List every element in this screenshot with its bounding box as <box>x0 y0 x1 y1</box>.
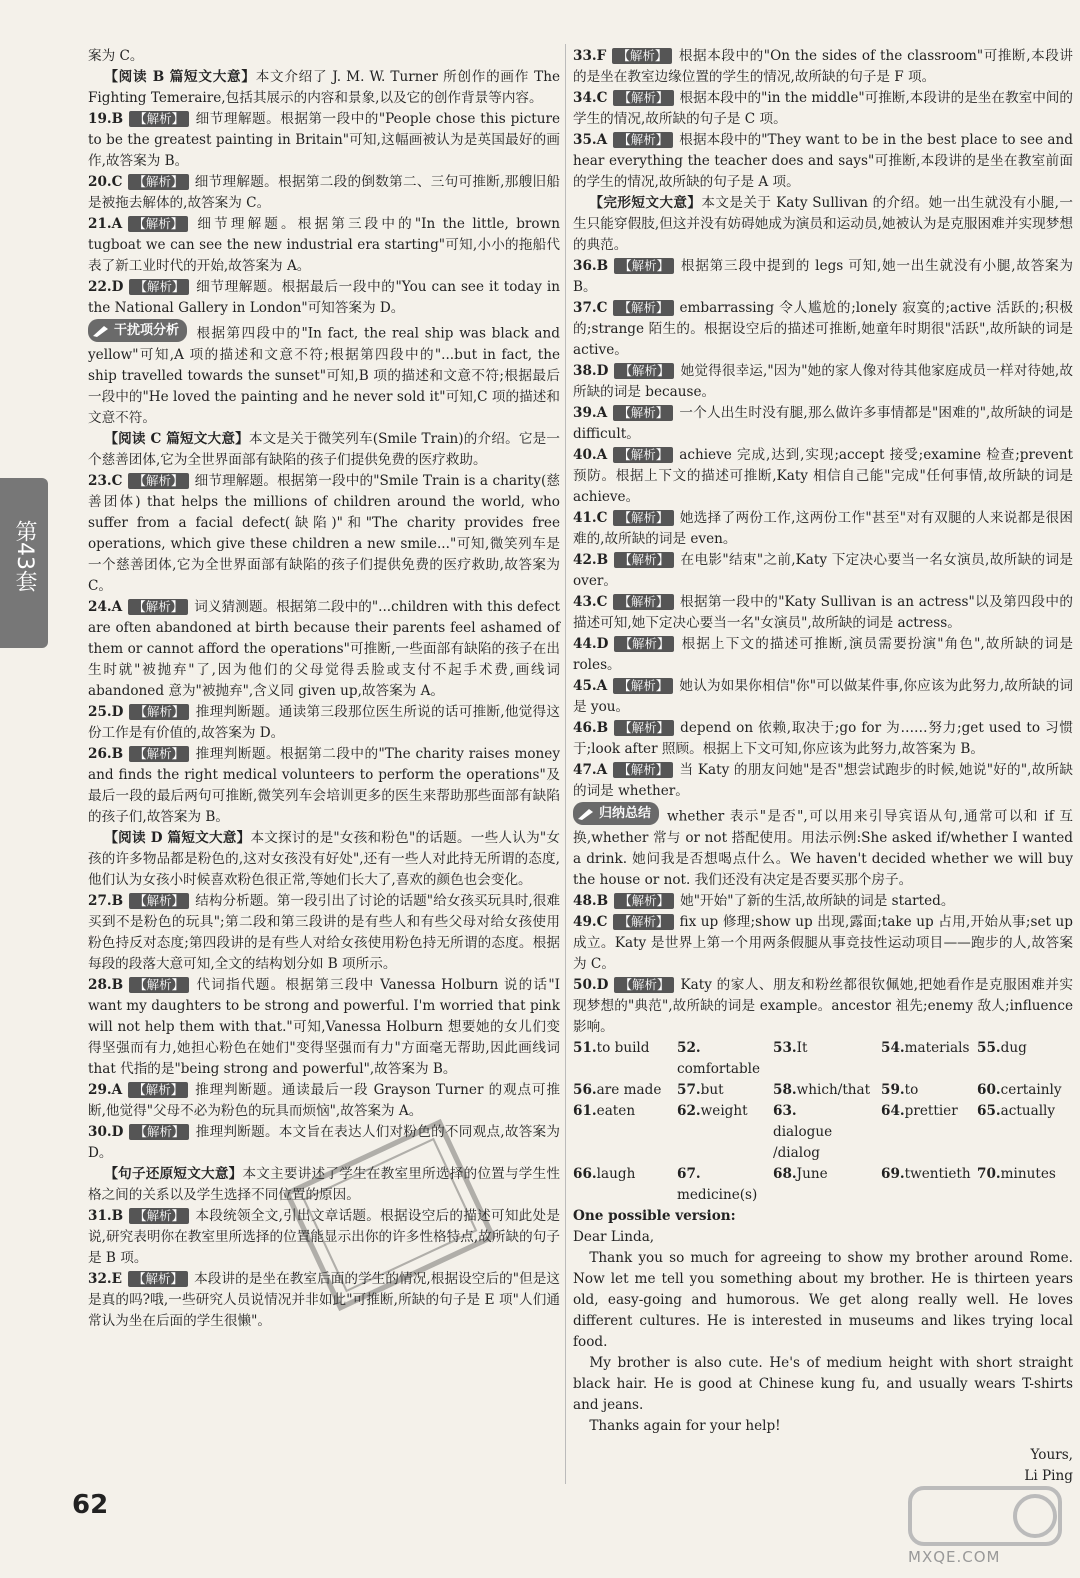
answer-letter: A <box>596 678 608 694</box>
question-number: 30. <box>88 1123 112 1140</box>
analysis-tag: 【解析】 <box>129 977 189 993</box>
analysis-text: 当 Katy 的朋友问她"是否"想尝试跑步的时候,她说"好的",故所缺的词是 whether。 <box>573 762 1073 799</box>
question-number: 69. <box>881 1165 905 1182</box>
answer-letter: C <box>111 472 123 489</box>
page-number: 62 <box>72 1490 109 1520</box>
analysis-text: fix up 修理;show up 出现,露面;take up 占用,开始从事;set up 成立。Katy 是世界上第一个用两条假腿从事竞技性运动项目——跑步的人,故答案为 C。 <box>573 913 1073 972</box>
essay-paragraph: Thanks again for your help! <box>589 1417 781 1434</box>
answer-item <box>573 508 1073 550</box>
fill-answer-row <box>573 1038 1073 1080</box>
analysis-tag: 【解析】 <box>613 132 673 148</box>
answer-letter: D <box>596 636 609 652</box>
analysis-text: 细节理解题。根据第一段中的"Smile Train is a charity(慈善团体) that helps the millions of children around the world, who suffer from a facial defect(缺陷)"和"The charity provides free operations, which give these children a new smile..."可知,微笑列车是一个慈善团体,它为全世界面部有缺陷的孩子们提供免费的医疗救助,故答案为 C。 <box>88 472 560 594</box>
answer-text: 案为 C。 <box>88 48 144 64</box>
answer-item <box>573 46 1073 88</box>
analysis-tag: 【解析】 <box>614 363 674 379</box>
question-number: 33. <box>573 48 597 64</box>
question-number: 56. <box>573 1081 597 1098</box>
answer-letter: B <box>596 892 609 909</box>
answer-item <box>88 975 560 1080</box>
analysis-tag: 【解析】 <box>614 720 674 736</box>
tip-text: 根据第四段中的"In fact, the real ship was black and yellow"可知,A 项的描述和文意不符;根据第四段中的"...but in fact, the ship travelled towards the sunset"可知,B 项的描述和文意不符;根据最后一段中的"He loved the painting and he never sold it"可知,C 项的描述和文意不符。 <box>88 325 560 426</box>
answer-item <box>573 445 1073 508</box>
analysis-tag: 【解析】 <box>129 1208 189 1224</box>
analysis-text: 推理判断题。本文旨在表达人们对粉色的不同观点,故答案为 D。 <box>88 1123 560 1161</box>
question-number: 43. <box>573 594 597 610</box>
analysis-text: 根据上下文的描述可推断,演员需要扮演"角色",故所缺的词是 roles。 <box>573 636 1073 673</box>
answer-item <box>88 109 560 172</box>
answer-letter: A <box>596 762 608 778</box>
tip-heading: 干扰项分析 <box>114 323 180 338</box>
essay-heading: One possible version: <box>573 1207 736 1224</box>
question-number: 63. <box>773 1102 797 1119</box>
summary-text: 本文探讨的是"女孩和粉色"的话题。一些人认为"女孩的许多物品都是粉色的,这对女孩没有好处",还有一些人对此持无所谓的态度,他们认为女孩小时候喜欢粉色很正常,等她们长大了,喜欢的颜色也会变化。 <box>88 829 560 888</box>
analysis-tag: 【解析】 <box>128 473 188 489</box>
question-number: 19. <box>88 111 112 127</box>
question-number: 27. <box>88 892 112 909</box>
question-number: 28. <box>88 976 112 993</box>
fill-answer-text: minutes <box>1000 1165 1056 1182</box>
fill-answer-text: laugh <box>596 1165 636 1182</box>
question-number: 54. <box>881 1039 905 1056</box>
question-number: 40. <box>573 447 597 463</box>
fill-answer <box>573 1164 677 1206</box>
fill-answer-text: actually <box>1000 1102 1056 1119</box>
question-number: 62. <box>677 1102 701 1119</box>
analysis-text: 结构分析题。第一段引出了讨论的话题"给女孩买玩具时,很难买到不是粉色的玩具";第二段和第三段讲的是有些人和有些父母对给女孩使用粉色持反对态度;第四段讲的是有些人对给女孩使用粉色持无所谓的态度。根据每段的段落大意可知,全文的结构划分如 B 项所示。 <box>88 892 560 972</box>
answer-letter: B <box>596 720 609 736</box>
fill-answer <box>573 1101 677 1164</box>
analysis-text: 在电影"结束"之前,Katy 下定决心要当一名女演员,故所缺的词是 over。 <box>573 552 1073 589</box>
analysis-text: 词义猜测题。根据第二段中的"...children with this defect are often abandoned at birth because their parents feel ashamed of them or cannot afford the operations"可推断,一些面部有缺陷的孩子在出生时就"被抛弃"了,因为他们的父母觉得丢脸或支付不起手术费,画线词 abandoned 意为"被抛弃",含义同 given up,故答案为 A。 <box>88 598 560 699</box>
question-number: 36. <box>573 258 597 274</box>
analysis-text: 细节理解题。根据第二段的倒数第二、三句可推断,那艘旧船是被拖去解体的,故答案为 C。 <box>88 174 560 211</box>
question-number: 48. <box>573 892 597 909</box>
question-number: 31. <box>88 1207 112 1224</box>
question-number: 20. <box>88 174 112 190</box>
summary-heading: 【阅读 D 篇短文大意】 <box>104 829 251 846</box>
answer-item <box>88 1206 560 1269</box>
passage-summary <box>88 828 560 891</box>
fill-answer-text: which/that <box>796 1081 871 1098</box>
answer-letter: E <box>111 1270 123 1287</box>
fill-answer-text: twentieth <box>904 1165 971 1182</box>
analysis-text: 根据本段中的"On the sides of the classroom"可推断,本段讲的是坐在教室边缘位置的学生的情况,故所缺的句子是 F 项。 <box>573 48 1073 85</box>
fill-answer <box>977 1038 1073 1080</box>
analysis-tag: 【解析】 <box>128 174 188 190</box>
question-number: 22. <box>88 279 112 295</box>
analysis-text: 推理判断题。通读最后一段 Grayson Turner 的观点可推断,他觉得"父母不必为粉色的玩具而烦恼",故答案为 A。 <box>88 1081 560 1119</box>
answer-letter: B <box>596 258 609 274</box>
analysis-text: 推理判断题。通读第三段那位医生所说的话可推断,他觉得这份工作是有价值的,故答案为 D。 <box>88 703 560 741</box>
answer-letter: B <box>111 111 124 127</box>
analysis-tag: 【解析】 <box>614 977 674 993</box>
analysis-text: 根据第一段中的"Katy Sullivan is an actress"以及第四段中的描述可知,她下定决心要当一名"女演员",故所缺的词是 actress。 <box>573 594 1073 631</box>
watermark-url: MXQE.COM <box>908 1548 1001 1566</box>
question-number: 57. <box>677 1081 701 1098</box>
answer-item <box>88 702 560 744</box>
analysis-tag: 【解析】 <box>614 893 674 909</box>
question-number: 65. <box>977 1102 1001 1119</box>
answer-item <box>88 1122 560 1164</box>
answer-item <box>88 891 560 975</box>
analysis-tag: 【解析】 <box>613 300 673 316</box>
analysis-tag: 【解析】 <box>128 599 188 615</box>
fill-answer <box>773 1080 881 1101</box>
question-number: 44. <box>573 636 597 652</box>
question-number: 46. <box>573 720 597 736</box>
analysis-text: Katy 的家人、朋友和粉丝都很钦佩她,把她看作是克服困难并实现梦想的"典范",故所缺的词是 example。ancestor 祖先;enemy 敌人;influence 影响。 <box>573 976 1073 1035</box>
fill-answer <box>573 1038 677 1080</box>
question-number: 55. <box>977 1039 1001 1056</box>
answer-item <box>573 718 1073 760</box>
summary-text: 本文主要讲述了学生在教室里所选择的位置与学生性格之间的关系以及学生选择不同位置的原因。 <box>88 1165 561 1203</box>
analysis-text: embarrassing 令人尴尬的;lonely 寂寞的;active 活跃的;积极的;strange 陌生的。根据设空后的描述可推断,她童年时期很"活跃",故所缺的词是 active。 <box>573 300 1073 358</box>
question-number: 42. <box>573 552 597 568</box>
fill-answer-text: dug <box>1000 1039 1027 1056</box>
tip-block <box>573 802 1073 891</box>
fill-answer <box>773 1038 881 1080</box>
answer-letter: A <box>596 447 608 463</box>
fill-answer <box>677 1164 773 1206</box>
analysis-tag: 【解析】 <box>613 405 673 421</box>
fill-answer <box>881 1101 977 1164</box>
question-number: 34. <box>573 90 597 106</box>
analysis-text: 本段讲的是坐在教室后面的学生的情况,根据设空后的"但是这是真的吗?哦,一些研究人员说情况并非如此"可推断,所缺的句子是 E 项"人们通常认为坐在后面的学生很懒"。 <box>88 1270 560 1329</box>
question-number: 52. <box>677 1039 701 1056</box>
question-number: 37. <box>573 300 597 316</box>
analysis-tag: 【解析】 <box>129 746 189 762</box>
analysis-text: 代词指代题。根据第三段中 Vanessa Holburn 说的话"I want my daughters to be strong and powerful. I'm worried that pink will not help them with that."可知,Vanessa Holburn 想要她的女儿们变得坚强而有力,她担心粉色在她们"变得坚强而有力"方面毫无帮助,因此画线词 that 代指的是"being strong and powerful",故答案为 B。 <box>88 976 560 1077</box>
fill-answer-text: certainly <box>1000 1081 1062 1098</box>
answer-letter: C <box>596 594 608 610</box>
column-divider <box>565 44 566 1484</box>
answer-letter: A <box>596 405 608 421</box>
answer-letter: C <box>596 90 608 106</box>
analysis-tag: 【解析】 <box>129 893 189 909</box>
analysis-tag: 【解析】 <box>613 914 673 930</box>
answer-item <box>573 634 1073 676</box>
answer-item <box>573 88 1073 130</box>
summary-heading: 【阅读 C 篇短文大意】 <box>104 430 249 447</box>
answer-letter: C <box>596 300 608 316</box>
summary-text: 本文介绍了 J. M. W. Turner 所创作的画作 The Fighting Temeraire,包括其展示的内容和景象,以及它的创作背景等内容。 <box>88 69 560 106</box>
fill-answer <box>881 1080 977 1101</box>
question-number: 49. <box>573 913 597 930</box>
answer-item <box>88 214 560 277</box>
answer-letter: D <box>111 1123 124 1140</box>
analysis-tag: 【解析】 <box>129 704 189 720</box>
answer-item <box>573 130 1073 193</box>
analysis-text: depend on 依赖,取决于;go for 为……努力;get used to 习惯于;look after 照顾。根据上下文可知,你应该为此努力,故答案为 B。 <box>573 720 1073 757</box>
question-number: 68. <box>773 1165 797 1182</box>
summary-heading: 【句子还原短文大意】 <box>104 1165 243 1182</box>
question-number: 64. <box>881 1102 905 1119</box>
answer-letter: B <box>111 976 124 993</box>
fill-answer <box>977 1101 1073 1164</box>
analysis-text: 细节理解题。根据第三段中的"In the little, brown tugboat we can see the new industrial era starting"可知,小小的拖船代表了新工业时代的开始,故答案为 A。 <box>88 216 560 274</box>
tip-heading: 归纳总结 <box>599 806 652 821</box>
question-number: 24. <box>88 598 112 615</box>
fill-answer <box>677 1101 773 1164</box>
question-number: 66. <box>573 1165 597 1182</box>
analysis-tag: 【解析】 <box>613 510 673 526</box>
section-side-tab <box>0 478 48 648</box>
analysis-text: 一个人出生时没有腿,那么做许多事情都是"困难的",故所缺的词是 difficult。 <box>573 405 1073 442</box>
analysis-text: 细节理解题。根据第一段中的"People chose this picture to be the greatest painting in Britain"可知,这幅画被认为是英国最好的画作,故答案为 B。 <box>88 111 560 169</box>
right-column <box>573 46 1073 1487</box>
question-number: 39. <box>573 405 597 421</box>
answer-item <box>573 298 1073 361</box>
question-number: 47. <box>573 762 597 778</box>
essay-closing: Yours, <box>1030 1446 1073 1463</box>
answer-item <box>573 256 1073 298</box>
answer-letter: F <box>596 48 607 64</box>
answer-letter: A <box>596 132 608 148</box>
analysis-text: 本段统领全文,引出文章话题。根据设空后的描述可知此处是说,研究表明你在教室里所选择的位置能显示出你的许多性格特点,故所缺的句子是 B 项。 <box>88 1207 560 1266</box>
fill-answer <box>677 1038 773 1080</box>
fill-answer-text: It <box>796 1039 808 1056</box>
tip-block <box>88 319 560 429</box>
answer-item <box>573 676 1073 718</box>
answer-item <box>573 361 1073 403</box>
side-tab-label: 第43套 <box>12 520 37 592</box>
fill-answer <box>573 1080 677 1101</box>
summary-text: 本文是关于微笑列车(Smile Train)的介绍。它是一个慈善团体,它为全世界面部有缺陷的孩子们提供免费的医疗救助。 <box>88 430 560 468</box>
analysis-tag: 【解析】 <box>129 279 189 295</box>
fill-answer-row <box>573 1164 1073 1206</box>
answer-letter: D <box>596 363 609 379</box>
question-number: 70. <box>977 1165 1001 1182</box>
answer-item <box>88 744 560 828</box>
question-number: 58. <box>773 1081 797 1098</box>
essay-greeting: Dear Linda, <box>573 1228 655 1245</box>
answer-letter: A <box>111 216 123 232</box>
pen-icon <box>577 807 595 821</box>
pen-icon <box>92 324 110 338</box>
analysis-tag: 【解析】 <box>614 636 674 652</box>
answer-letter: A <box>111 598 123 615</box>
answer-item <box>573 403 1073 445</box>
fill-answer <box>773 1101 881 1164</box>
answer-item <box>573 760 1073 802</box>
question-number: 26. <box>88 745 112 762</box>
fill-answer <box>977 1080 1073 1101</box>
tip-text: whether 表示"是否",可以用来引导宾语从句,通常可以和 if 互换,whether 常与 or not 搭配使用。用法示例:She asked if/whether I wanted a drink. 她问我是否想喝点什么。We haven't decided whether we will buy the house or not. 我们还没有决定是否要买那个房子。 <box>573 808 1073 888</box>
answer-letter: B <box>111 892 124 909</box>
passage-summary <box>573 193 1073 256</box>
left-column <box>88 46 560 1332</box>
analysis-tag: 【解析】 <box>614 258 674 274</box>
question-number: 32. <box>88 1270 112 1287</box>
answer-item <box>88 277 560 319</box>
question-number: 25. <box>88 703 112 720</box>
analysis-tag: 【解析】 <box>613 447 673 463</box>
answer-item <box>88 1269 560 1332</box>
question-number: 51. <box>573 1039 597 1056</box>
answer-item <box>573 891 1073 912</box>
analysis-tag: 【解析】 <box>613 594 673 610</box>
question-number: 59. <box>881 1081 905 1098</box>
question-number: 29. <box>88 1081 112 1098</box>
answer-item <box>88 172 560 214</box>
analysis-text: 她选择了两份工作,这两份工作"甚至"对有双腿的人来说都是很困难的,故所缺的词是 even。 <box>573 510 1073 547</box>
answer-letter: C <box>596 913 608 930</box>
question-number: 61. <box>573 1102 597 1119</box>
answer-letter: A <box>111 1081 123 1098</box>
question-number: 60. <box>977 1081 1001 1098</box>
summary-heading: 【阅读 B 篇短文大意】 <box>104 69 256 85</box>
analysis-text: 推理判断题。根据第二段中的"The charity raises money and finds the right medical volunteers to perform the operations"及最后一段的最后两句可推断,微笑列车会培训更多的医生来帮助那些面部有缺陷的孩子们,故答案为 B。 <box>88 745 560 825</box>
analysis-tag: 【解析】 <box>128 1082 188 1098</box>
fill-answer-text: materials <box>904 1039 970 1056</box>
analysis-tag: 【解析】 <box>613 678 673 694</box>
answer-item <box>573 912 1073 975</box>
fill-answer-text: to build <box>596 1039 650 1056</box>
answer-letter: D <box>111 703 124 720</box>
answer-letter: B <box>111 745 124 762</box>
answer-item <box>573 592 1073 634</box>
fill-answer-text: dialogue /dialog <box>773 1123 833 1161</box>
summary-text: 本文是关于 Katy Sullivan 的介绍。她一出生就没有小腿,一生只能穿假肢,但这并没有妨碍她成为演员和运动员,她被认为是克服困难并实现梦想的典范。 <box>573 195 1074 253</box>
fill-answer-text: are made <box>596 1081 662 1098</box>
fill-answer-row <box>573 1080 1073 1101</box>
analysis-text: 细节理解题。根据最后一段中的"You can see it today in the National Gallery in London"可知答案为 D。 <box>88 279 560 316</box>
fill-answer-text: comfortable <box>677 1060 761 1077</box>
fill-answer <box>881 1038 977 1080</box>
tip-badge <box>88 319 187 342</box>
question-number: 35. <box>573 132 597 148</box>
fill-answer-row <box>573 1101 1073 1164</box>
question-number: 23. <box>88 472 112 489</box>
analysis-text: 根据第三段中提到的 legs 可知,她一出生就没有小腿,故答案为 B。 <box>573 258 1073 295</box>
analysis-text: 根据本段中的"in the middle"可推断,本段讲的是坐在教室中间的学生的情况,故所缺的句子是 C 项。 <box>573 90 1073 127</box>
analysis-tag: 【解析】 <box>129 1124 189 1140</box>
answer-item <box>573 975 1073 1038</box>
answer-letter: D <box>596 976 609 993</box>
analysis-tag: 【解析】 <box>613 90 673 106</box>
fill-answer-text: to <box>904 1081 919 1098</box>
analysis-text: 根据本段中的"They want to be in the best place to see and hear everything the teacher does and says"可推断,本段讲的是坐在教室前面的学生的情况,故所缺的句子是 A 项。 <box>573 132 1073 190</box>
analysis-tag: 【解析】 <box>129 111 189 127</box>
summary-heading: 【完形短文大意】 <box>589 195 702 211</box>
analysis-text: 她觉得很幸运,"因为"她的家人像对待其他家庭成员一样对待她,故所缺的词是 because。 <box>573 363 1073 400</box>
question-number: 45. <box>573 678 597 694</box>
question-number: 53. <box>773 1039 797 1056</box>
analysis-text: 她"开始"了新的生活,故所缺的词是 started。 <box>680 892 955 909</box>
fill-answer-text: June <box>796 1165 828 1182</box>
question-number: 50. <box>573 976 597 993</box>
fill-answer-text: eaten <box>596 1102 636 1119</box>
answer-item <box>573 550 1073 592</box>
analysis-text: achieve 完成,达到,实现;accept 接受;examine 检查;prevent 预防。根据上下文的描述可推断,Katy 相信自己能"完成"任何事情,故所缺的词是 achieve。 <box>573 447 1073 505</box>
analysis-tag: 【解析】 <box>614 552 674 568</box>
answer-letter: D <box>111 279 124 295</box>
question-number: 21. <box>88 216 112 232</box>
question-number: 67. <box>677 1165 701 1182</box>
fill-answer-text: medicine(s) <box>677 1186 758 1203</box>
analysis-text: 她认为如果你相信"你"可以做某件事,你应该为此努力,故所缺的词是 you。 <box>573 678 1073 715</box>
fill-answer <box>677 1080 773 1101</box>
fill-answer-text: but <box>700 1081 724 1098</box>
analysis-tag: 【解析】 <box>128 1271 188 1287</box>
analysis-tag: 【解析】 <box>613 762 673 778</box>
fill-answer-text: prettier <box>904 1102 958 1119</box>
fill-answer <box>881 1164 977 1206</box>
fill-answer <box>773 1164 881 1206</box>
answer-letter: B <box>111 1207 124 1224</box>
answer-item <box>88 597 560 702</box>
fill-answer <box>977 1164 1073 1206</box>
passage-summary <box>88 429 560 471</box>
analysis-tag: 【解析】 <box>128 216 188 232</box>
answer-item <box>88 1080 560 1122</box>
essay-paragraph: My brother is also cute. He's of medium height with short straight black hair. He is good at Chinese kung fu, and usually wears T-shirts and jeans. <box>573 1354 1073 1413</box>
answer-letter: B <box>596 552 609 568</box>
answer-letter: C <box>111 174 123 190</box>
essay-paragraph: Thank you so much for agreeing to show my brother around Rome. Now let me tell you something about my brother. He is thirteen years old, easy-going and humorous. We get along really well. He loves different cultures. He is interested in museums and likes trying local food. <box>573 1249 1073 1350</box>
question-number: 41. <box>573 510 597 526</box>
answer-letter: C <box>596 510 608 526</box>
tip-badge <box>573 802 659 825</box>
passage-summary <box>88 1164 560 1206</box>
question-number: 38. <box>573 363 597 379</box>
analysis-tag: 【解析】 <box>612 48 672 64</box>
answer-item <box>88 471 560 597</box>
essay-signature: Li Ping <box>1024 1467 1073 1484</box>
fill-answer-text: weight <box>700 1102 748 1119</box>
passage-summary <box>88 67 560 109</box>
